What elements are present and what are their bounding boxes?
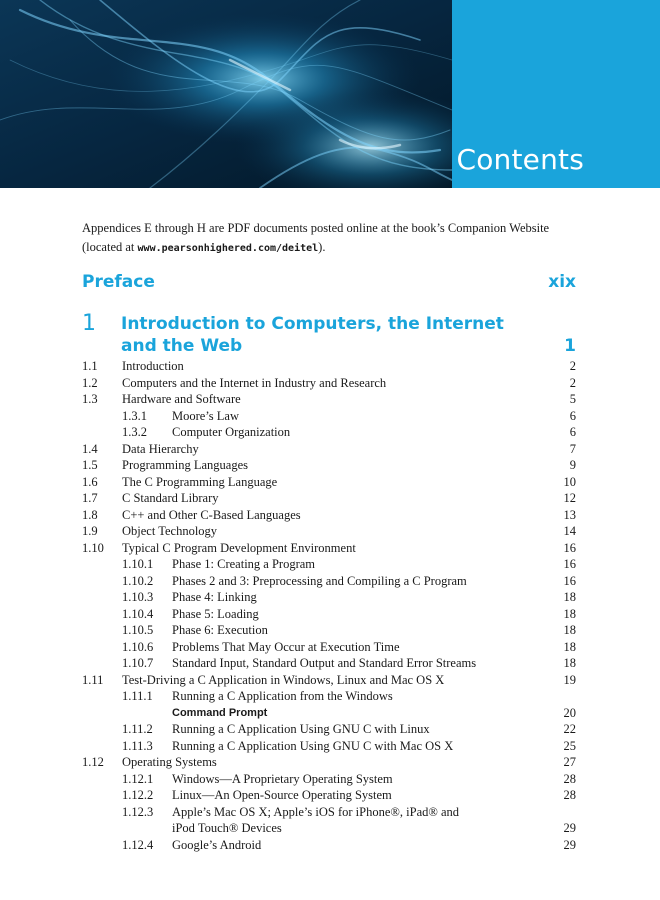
chapter-page: 1 [564, 336, 576, 356]
toc-page-number: 29 [563, 821, 576, 835]
toc-section-number: 1.3 [82, 392, 98, 406]
toc-row[interactable] [82, 507, 576, 524]
toc-section-number: 1.12.1 [122, 771, 154, 786]
toc-page-number: 18 [563, 590, 576, 604]
toc-page-number: 2 [569, 359, 576, 373]
toc-page-number: 28 [563, 788, 576, 802]
toc-section-number: 1.11.2 [122, 722, 153, 736]
toc-section-number: 1.9 [82, 524, 98, 538]
chapter-title-line2: and the Web [121, 336, 243, 356]
toc-row[interactable] [82, 441, 576, 458]
toc-section-title: Hardware and Software [122, 392, 241, 406]
toc-section-title: Running a C Application Using GNU C with Linux [172, 722, 430, 736]
toc-section-number: 1.12 [82, 755, 104, 769]
toc-section-number: 1.6 [82, 474, 98, 489]
toc-section-number: 1.12.3 [122, 804, 154, 819]
toc-page-number: 16 [563, 557, 576, 571]
toc-section-title: Typical C Program Development Environment [122, 540, 356, 555]
toc-row[interactable] [82, 573, 576, 590]
toc-section-title: Linux—An Open-Source Operating System [172, 788, 392, 802]
toc-section-title: Apple’s Mac OS X; Apple’s iOS for iPhone®, iPad® and [172, 804, 460, 819]
toc-row[interactable] [82, 622, 576, 639]
toc-row[interactable] [82, 672, 576, 689]
chapter-number: 1 [82, 311, 96, 336]
toc-section-title: Introduction [122, 359, 184, 373]
toc-row[interactable] [82, 754, 576, 771]
abstract-swirl-artwork [0, 0, 452, 188]
toc-page-number: 16 [563, 540, 576, 555]
toc-row[interactable] [82, 474, 576, 491]
toc-page-number: 5 [569, 392, 576, 406]
toc-section-title: The C Programming Language [122, 474, 278, 489]
toc-section-number: 1.11.3 [122, 738, 153, 753]
toc-section-title: Programming Languages [122, 458, 249, 472]
toc-section-title: C++ and Other C-Based Languages [122, 507, 301, 522]
note-text-end: ). [318, 240, 326, 254]
toc-page-number: 10 [563, 474, 576, 489]
toc-row[interactable] [82, 589, 576, 606]
chapter-title-line1: Introduction to Computers, the Internet [121, 314, 504, 334]
toc-row[interactable] [82, 375, 576, 392]
toc-page-number: 18 [563, 656, 576, 670]
toc-section-number: 1.10.1 [122, 557, 154, 571]
toc-page-number: 12 [563, 491, 576, 505]
toc-row[interactable] [82, 556, 576, 573]
toc-page-number: 20 [563, 705, 576, 720]
toc-row[interactable] [82, 457, 576, 474]
toc-row[interactable] [82, 391, 576, 408]
toc-section-number: 1.12.4 [122, 837, 154, 852]
toc-section-title: Phase 4: Linking [172, 590, 257, 604]
toc-section-title: Phases 2 and 3: Preprocessing and Compiling a C Program [172, 573, 467, 588]
toc-page-number: 9 [569, 458, 576, 472]
toc-section-title: iPod Touch® Devices [172, 821, 282, 835]
toc-section-title: Moore’s Law [172, 408, 239, 423]
note-text: Appendices E through H are PDF documents posted online at the book’s Companion Website (located at [82, 221, 550, 254]
toc-section-number: 1.4 [82, 441, 98, 456]
toc-page-number: 18 [563, 606, 576, 621]
toc-page-number: 16 [563, 573, 576, 588]
toc-section-number: 1.10.3 [122, 590, 154, 604]
toc-section-number: 1.10 [82, 540, 104, 555]
toc-entry-preface[interactable] [82, 272, 576, 296]
toc-page-number: 13 [563, 507, 576, 522]
toc-section-title: Command Prompt [172, 706, 268, 719]
toc-page-number: 6 [569, 425, 576, 439]
toc-page-number: 18 [563, 623, 576, 637]
toc-page-number: 27 [563, 755, 576, 769]
toc-section-title: Phase 1: Creating a Program [172, 557, 316, 571]
chapter-title [121, 313, 521, 357]
toc-row[interactable] [82, 424, 576, 441]
toc-section-title: Computers and the Internet in Industry and Research [122, 375, 387, 390]
toc-section-title: Phase 5: Loading [172, 606, 259, 621]
toc-row[interactable] [82, 358, 576, 375]
toc-row[interactable] [82, 837, 576, 854]
toc-row[interactable] [82, 688, 576, 705]
toc-row[interactable] [82, 606, 576, 623]
toc-row[interactable] [82, 771, 576, 788]
toc-section-title: Windows—A Proprietary Operating System [172, 771, 393, 786]
toc-row[interactable] [82, 721, 576, 738]
toc-page-number: 25 [563, 738, 576, 753]
toc-row[interactable] [82, 540, 576, 557]
toc-section-title: Object Technology [122, 524, 218, 538]
toc-section-number: 1.1 [82, 359, 98, 373]
toc-section-title: Operating Systems [122, 755, 217, 769]
chapter-heading[interactable] [82, 313, 576, 357]
toc-section-title: Standard Input, Standard Output and Standard Error Streams [172, 656, 477, 670]
toc-page-number: 22 [563, 722, 576, 736]
toc-page-number: 2 [569, 375, 576, 390]
toc-row[interactable] [82, 655, 576, 672]
toc-row[interactable] [82, 490, 576, 507]
toc-section-title: Running a C Application from the Windows [172, 689, 393, 703]
toc-section-title: Computer Organization [172, 425, 291, 439]
toc-section-title: Data Hierarchy [122, 441, 199, 456]
toc-section-number: 1.2 [82, 375, 98, 390]
toc-row[interactable] [82, 705, 576, 722]
toc-section-number: 1.12.2 [122, 788, 154, 802]
toc-page-number: 18 [563, 639, 576, 654]
toc-section-number: 1.10.4 [122, 606, 154, 621]
companion-website-url: www.pearsonhighered.com/deitel [137, 243, 319, 254]
toc-section-title: Problems That May Occur at Execution Time [172, 639, 400, 654]
toc-section-number: 1.10.7 [122, 656, 154, 670]
toc-row[interactable] [82, 787, 576, 804]
toc-row[interactable] [82, 639, 576, 656]
toc-page-number: 19 [563, 672, 576, 687]
toc-section-title: C Standard Library [122, 491, 219, 505]
table-of-contents [82, 358, 576, 853]
page-title: Contents [456, 143, 584, 176]
toc-section-title: Google’s Android [172, 837, 262, 852]
toc-section-title: Phase 6: Execution [172, 623, 268, 637]
toc-page-number: 14 [563, 524, 576, 538]
toc-section-title: Running a C Application Using GNU C with Mac OS X [172, 738, 454, 753]
toc-section-number: 1.3.2 [122, 425, 147, 439]
toc-section-number: 1.7 [82, 491, 98, 505]
toc-row[interactable] [82, 408, 576, 425]
toc-section-number: 1.10.6 [122, 639, 154, 654]
toc-section-number: 1.10.5 [122, 623, 154, 637]
preface-page: xix [548, 272, 576, 292]
header-banner [0, 0, 660, 188]
toc-page-number: 28 [563, 771, 576, 786]
toc-row[interactable] [82, 523, 576, 540]
toc-section-number: 1.10.2 [122, 573, 154, 588]
preface-title: Preface [82, 272, 155, 292]
toc-section-number: 1.3.1 [122, 408, 147, 423]
toc-row[interactable] [82, 804, 576, 821]
appendices-note [82, 219, 582, 258]
toc-section-title: Test-Driving a C Application in Windows, Linux and Mac OS X [122, 672, 445, 687]
toc-page-number: 29 [563, 837, 576, 852]
toc-section-number: 1.11 [82, 672, 104, 687]
toc-section-number: 1.11.1 [122, 689, 153, 703]
toc-page-number: 6 [569, 408, 576, 423]
toc-page-number: 7 [569, 441, 576, 456]
toc-row[interactable] [82, 820, 576, 837]
toc-row[interactable] [82, 738, 576, 755]
toc-section-number: 1.5 [82, 458, 98, 472]
toc-section-number: 1.8 [82, 507, 98, 522]
